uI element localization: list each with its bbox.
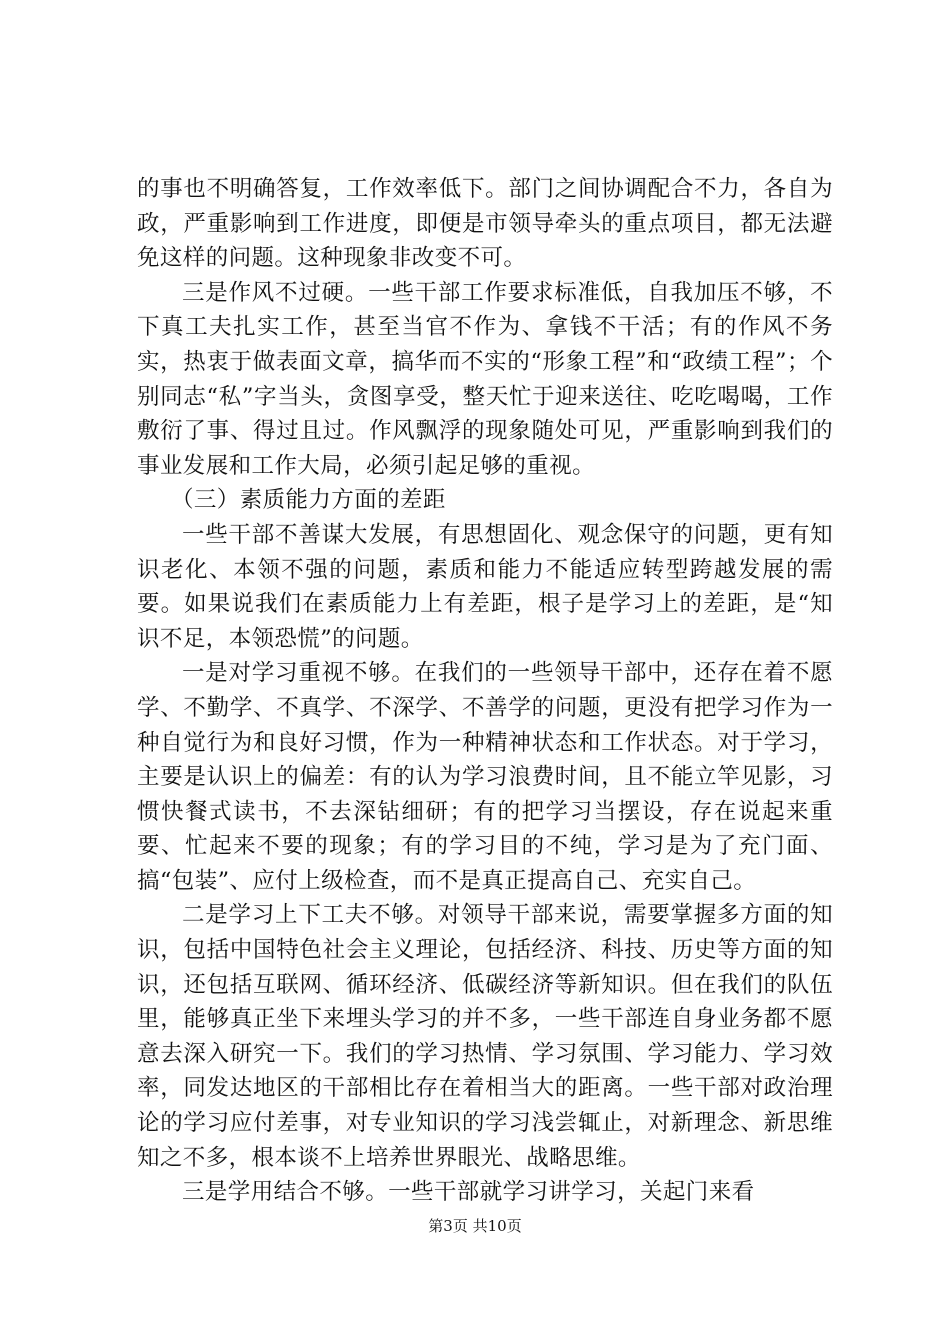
paragraph-study-attention: 一是对学习重视不够。在我们的一些领导干部中，还存在着不愿学、不勤学、不真学、不深学、不善学的问题，更没有把学习作为一种自觉行为和良好习惯，作为一种精神状态和工作状态。对于学习，主要是认识上的偏差：有的认为学习浪费时间，且不能立竿见影，习惯快餐式读书，不去深钻细研；有的把学习当摆设，存在说起来重要、忙起来不要的现象；有的学习目的不纯，学习是为了充门面、搞“包装”、应付上级检查，而不是真正提高自己、充实自己。 (137, 660, 833, 894)
paragraph-work-style: 三是作风不过硬。一些干部工作要求标准低，自我加压不够，不下真工夫扎实工作，甚至当官不作为、拿钱不干活；有的作风不务实，热衷于做表面文章，搞华而不实的“形象工程”和“政绩工程”；个别同志“私”字当头，贪图享受，整天忙于迎来送往、吃吃喝喝，工作敷衍了事、得过且过。作风飘浮的现象随处可见，严重影响到我们的事业发展和工作大局，必须引起足够的重视。 (137, 279, 833, 479)
paragraph-quality-ability-intro: 一些干部不善谋大发展，有思想固化、观念保守的问题，更有知识老化、本领不强的问题，素质和能力不能适应转型跨越发展的需要。如果说我们在素质能力上有差距，根子是学习上的差距，是“知识不足，本领恐慌”的问题。 (137, 521, 833, 652)
document-body (137, 172, 833, 1210)
section-heading-quality-ability: （三）素质能力方面的差距 (171, 487, 446, 514)
page-number-footer: 第3页 共10页 (428, 1217, 522, 1235)
paragraph-study-effort: 二是学习上下工夫不够。对领导干部来说，需要掌握多方面的知识，包括中国特色社会主义理论，包括经济、科技、历史等方面的知识，还包括互联网、循环经济、低碳经济等新知识。但在我们的队伍里，能够真正坐下来埋头学习的并不多，一些干部连自身业务都不愿意去深入研究一下。我们的学习热情、学习氛围、学习能力、学习效率，同发达地区的干部相比存在着相当大的距离。一些干部对政治理论的学习应付差事，对专业知识的学习浅尝辄止，对新理念、新思维知之不多，根本谈不上培养世界眼光、战略思维。 (137, 902, 833, 1171)
paragraph-continuation: 的事也不明确答复，工作效率低下。部门之间协调配合不力，各自为政，严重影响到工作进度，即便是市领导牵头的重点项目，都无法避免这样的问题。这种现象非改变不可。 (137, 176, 833, 272)
paragraph-study-application: 三是学用结合不够。一些干部就学习讲学习，关起门来看 (182, 1179, 755, 1206)
